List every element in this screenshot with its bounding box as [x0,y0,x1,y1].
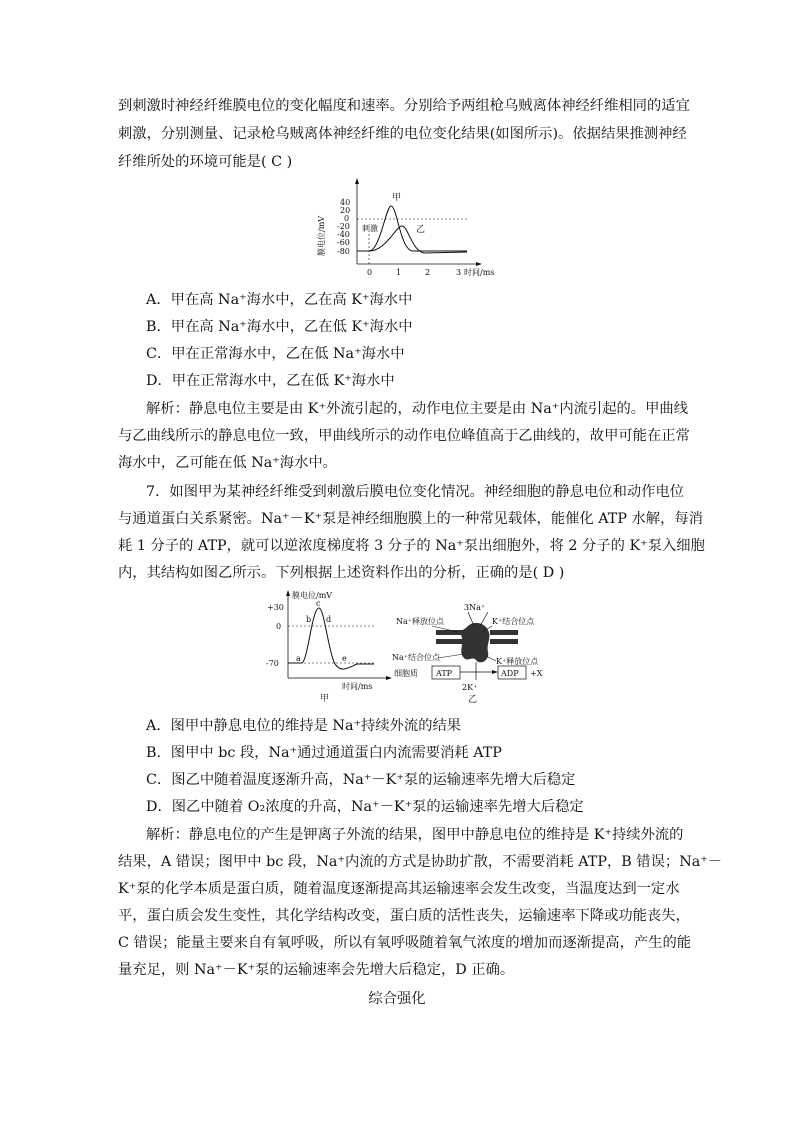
q6-xtick: 1 [396,268,402,277]
q6-ytick: -40 [337,230,350,239]
q7-option-d: D．图乙中随着 O₂浓度的升高，Na⁺－K⁺泵的运输速率先增大后稳定 [146,799,584,815]
q6-ytick: -20 [337,222,350,231]
q7-yi-na3: 3Na⁺ [464,603,486,612]
q7-text-line-3: 耗 1 分子的 ATP，就可以逆浓度梯度将 3 分子的 Na⁺泵出细胞外，将 2 分子的 K⁺泵入细胞 [118,538,705,554]
q7-yi-k2: 2K⁺ [462,683,478,692]
q7-jia-point-c: c [316,599,321,608]
q7-analysis-line-5: C 错误；能量主要来自有氧呼吸，所以有氧呼吸随着氧气浓度的增加而逐渐提高，产生的能 [118,935,692,951]
q6-text-line-1: 到刺激时神经纤维膜电位的变化幅度和速率。分别给予两组枪乌贼离体神经纤维相同的适宜 [118,98,690,114]
q7-jia-caption: 甲 [320,694,330,704]
q6-ytick: -80 [337,247,350,256]
q7-yi-k-bind: K⁺结合位点 [492,617,535,626]
q6-ylabel: 膜电位/mV [317,215,326,256]
q6-ytick: 0 [344,214,350,223]
q7-text-line-4: 内，其结构如图乙所示。下列根据上述资料作出的分析，正确的是( D ) [118,565,565,581]
q6-xtick: 2 [425,268,431,277]
q6-label-jia: 甲 [392,193,402,203]
q7-option-c: C．图乙中随着温度逐渐升高，Na⁺－K⁺泵的运输速率先增大后稳定 [146,772,576,788]
q6-analysis-line-1: 解析：静息电位主要是由 K⁺外流引起的，动作电位主要是由 Na⁺内流引起的。甲曲线 [146,401,688,417]
q7-option-a: A．图甲中静息电位的维持是 Na⁺持续外流的结果 [146,718,462,734]
q6-xtick: 0 [367,268,373,277]
q7-text-line-2: 与通道蛋白关系紧密。Na⁺－K⁺泵是神经细胞膜上的一种常见载体，能催化 ATP 水解，每消 [118,511,703,527]
q7-jia-point-b: b [306,615,312,624]
q7-option-b: B．图甲中 bc 段，Na⁺通过通道蛋白内流需要消耗 ATP [146,745,502,761]
q6-xlabel: 时间/ms [464,268,495,277]
q7-yi-plus-x: +X [530,669,543,678]
q7-jia-point-e: e [342,654,347,663]
q7-yi-na-release: Na⁺释放位点 [396,617,444,626]
q6-option-d: D．甲在正常海水中，乙在低 K⁺海水中 [146,373,395,389]
q7-figure-yi [392,600,562,704]
q7-analysis-line-2: 结果，A 错误；图甲中 bc 段，Na⁺内流的方式是协助扩散，不需要消耗 ATP，B 错误；Na⁺－ [118,854,723,870]
q7-figure-jia [262,588,394,704]
q6-option-b: B．甲在高 Na⁺海水中，乙在低 K⁺海水中 [146,319,413,335]
q6-figure [312,176,512,280]
q7-jia-ylabel: 膜电位/mV [292,591,333,600]
q7-jia-ytick: +30 [267,603,284,612]
q6-xtick: 3 [456,268,462,277]
q6-analysis-line-2: 与乙曲线所示的静息电位一致，甲曲线所示的动作电位峰值高于乙曲线的，故甲可能在正常 [118,428,690,444]
q6-ytick: 40 [340,198,351,207]
q7-jia-point-d: d [326,615,332,624]
q7-yi-caption: 乙 [468,695,478,704]
q7-jia-ytick: 0 [276,622,282,631]
q7-jia-xlabel: 时间/ms [342,682,373,691]
q7-analysis-line-4: 平，蛋白质会发生变性，其化学结构改变，蛋白质的活性丧失，运输速率下降或功能丧失， [118,908,690,924]
q7-yi-atp: ATP [436,669,453,678]
q6-ytick: 20 [340,206,351,215]
pump-protein-icon [461,623,489,663]
q7-yi-adp: ADP [501,669,519,678]
q6-option-c: C．甲在正常海水中，乙在低 Na⁺海水中 [146,346,405,362]
q7-analysis-line-1: 解析：静息电位的产生是钾离子外流的结果，图甲中静息电位的维持是 K⁺持续外流的 [146,827,684,843]
q6-ytick: -60 [337,238,350,247]
q7-jia-point-a: a [296,654,301,663]
q7-analysis-line-6: 量充足，则 Na⁺－K⁺泵的运输速率会先增大后稳定，D 正确。 [118,962,515,978]
q7-text-line-1: 7．如图甲为某神经纤维受到刺激后膜电位变化情况。神经细胞的静息电位和动作电位 [146,484,685,500]
q7-yi-cytoplasm: 细胞质 [394,669,418,678]
q6-option-a: A．甲在高 Na⁺海水中，乙在高 K⁺海水中 [146,292,413,308]
q7-yi-k-release: K⁺释放位点 [496,657,539,666]
q6-label-yi: 乙 [416,225,426,235]
q6-stim-label: 刺激 [362,224,378,233]
section-title: 综合强化 [368,991,426,1007]
q6-analysis-line-3: 海水中，乙可能在低 Na⁺海水中。 [118,455,337,471]
q7-analysis-line-3: K⁺泵的化学本质是蛋白质，随着温度逐渐提高其运输速率会发生改变，当温度达到一定水 [118,881,680,897]
q7-yi-na-bind: Na⁺结合位点 [392,653,440,662]
q6-text-line-3: 纤维所处的环境可能是( C ) [118,154,293,170]
q6-text-line-2: 刺激，分别测量、记录枪乌贼离体神经纤维的电位变化结果(如图所示)。依据结果推测神经 [118,126,687,142]
q7-jia-ytick: -70 [266,659,279,668]
